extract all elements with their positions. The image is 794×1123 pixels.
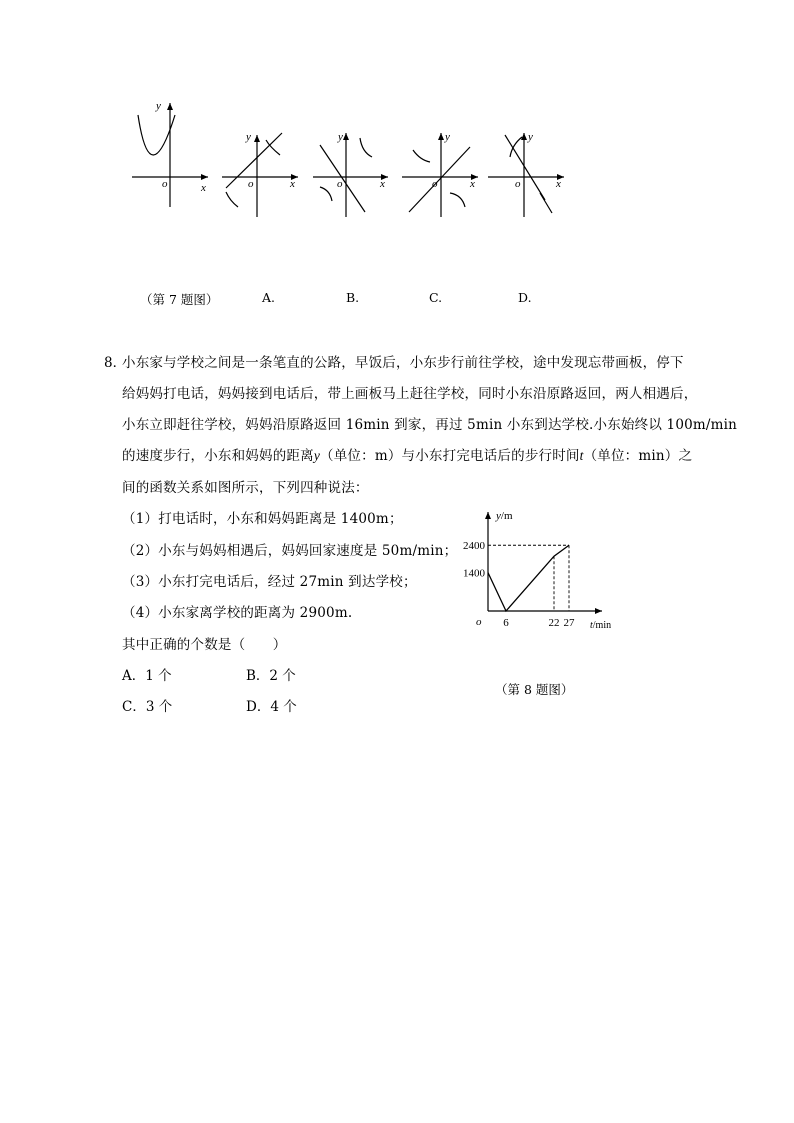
q7-origin-c: o <box>432 178 438 190</box>
x-tick-label-27: 27 <box>563 617 575 629</box>
q8-choice-b: B．2 个 <box>246 668 296 684</box>
q8-line-4 <box>122 444 692 464</box>
q8-number: 8． <box>104 355 127 371</box>
q7-option-a: A. <box>262 290 276 305</box>
q7-axis-x-d: x <box>556 178 561 190</box>
q8-statement-2: （2）小东与妈妈相遇后，妈妈回家速度是 50m/min； <box>122 543 458 559</box>
q7-axis-y-b: y <box>338 131 343 143</box>
q7-axis-y-c: y <box>445 131 450 143</box>
q8-line-4-c: （单位：min）之 <box>583 448 693 464</box>
q8-statement-4: （4）小东家离学校的距离为 2900m. <box>122 605 353 621</box>
q7-axis-y-1: y <box>156 100 161 112</box>
x-axis-label: t/min <box>590 620 612 631</box>
q8-line-3: 小东立即赶往学校，妈妈沿原路返回 16min 到家，再过 5min 小东到达学校.小东始终以 100m/min <box>122 417 738 433</box>
q7-option-d: D. <box>518 290 532 305</box>
q8-choice-c: C．3 个 <box>122 699 173 715</box>
q8-chart <box>452 500 627 635</box>
q8-var-t: t <box>579 448 584 463</box>
y-axis-label: y/m <box>496 510 513 522</box>
q7-graph-d <box>488 133 564 217</box>
q7-axis-x-1: x <box>201 182 206 194</box>
q7-axis-y-d: y <box>528 131 533 143</box>
q7-axis-x-c: x <box>470 178 475 190</box>
q7-axis-y-a: y <box>246 131 251 143</box>
q8-line-2: 给妈妈打电话，妈妈接到电话后，带上画板马上赶往学校，同时小东沿原路返回，两人相遇后， <box>122 386 698 402</box>
q7-graph-b <box>313 133 388 217</box>
series-line <box>488 545 569 611</box>
q7-axis-x-a: x <box>290 178 295 190</box>
q8-statement-1: （1）打电话时，小东和妈妈距离是 1400m； <box>122 511 403 527</box>
q7-graph-1 <box>132 103 208 207</box>
q8-figure-caption: （第 8 题图） <box>495 682 574 697</box>
q7-origin-d: o <box>515 178 521 190</box>
y-tick-label-2400: 2400 <box>463 540 485 553</box>
q7-option-c: C. <box>429 290 443 305</box>
x-tick-label-6: 6 <box>503 617 509 629</box>
q8-var-y: y <box>313 448 321 463</box>
q8-choice-d: D．4 个 <box>246 699 297 715</box>
q7-figures <box>120 95 580 225</box>
q8-line-4-b: （单位：m）与小东打完电话后的步行时间 <box>320 448 580 464</box>
q7-origin-a: o <box>248 178 254 190</box>
q8-line-5: 间的函数关系如图所示，下列四种说法： <box>122 480 369 496</box>
q7-origin-b: o <box>337 178 343 190</box>
q7-graph-a <box>222 133 298 217</box>
x-tick-label-22: 22 <box>548 617 560 629</box>
q7-figure-caption: （第 7 题图） <box>140 292 219 307</box>
origin-label: o <box>476 616 482 628</box>
y-tick-label-1400: 1400 <box>463 567 485 580</box>
q8-question: 其中正确的个数是（ ） <box>122 637 287 653</box>
q7-axis-x-b: x <box>380 178 385 190</box>
q7-graph-c <box>402 133 478 217</box>
q8-line-4-a: 的速度步行，小东和妈妈的距离 <box>122 448 314 464</box>
q7-origin-1: o <box>162 178 168 190</box>
q8-statement-3: （3）小东打完电话后，经过 27min 到达学校； <box>122 574 417 590</box>
q8-line-1: 小东家与学校之间是一条笔直的公路，早饭后，小东步行前往学校，途中发现忘带画板，停下 <box>122 355 684 371</box>
q7-option-b: B. <box>346 290 360 305</box>
q8-choice-a: A．1 个 <box>122 668 172 684</box>
